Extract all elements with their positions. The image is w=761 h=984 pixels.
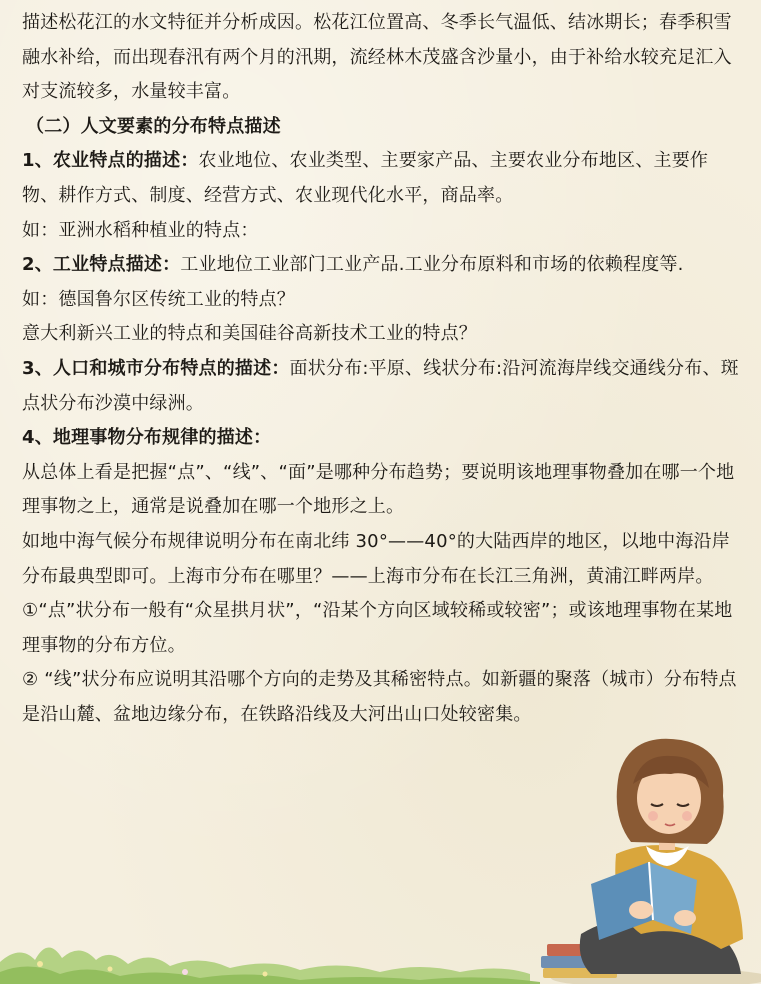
item-industry-title: 2、工业特点描述： xyxy=(22,254,181,276)
paragraph-songhua-river: 描述松花江的水文特征并分析成因。松花江位置高、冬季长气温低、结冰期长；春季积雪融水补给，而出现春汛有两个月的汛期，流经林木茂盛含沙量小，由于补给水较充足汇入对支流较多，水量较丰富。 xyxy=(22,12,732,103)
item-industry-example-2: 意大利新兴工业的特点和美国硅谷高新技术工业的特点？ xyxy=(22,323,477,345)
section-title-human-factors: （二）人文要素的分布特点描述 xyxy=(26,115,281,137)
item-industry-example-1: 如：德国鲁尔区传统工业的特点？ xyxy=(22,288,295,310)
item-distribution-paragraph-4: ② “线”状分布应说明其沿哪个方向的走势及其稀密特点。如新疆的聚落（城市）分布特点是沿山麓、盆地边缘分布，在铁路沿线及大河出山口处较密集。 xyxy=(22,669,737,725)
document-text xyxy=(22,6,744,732)
item-population xyxy=(22,352,744,421)
item-distribution-title: 4、地理事物分布规律的描述： xyxy=(22,427,272,449)
item-distribution-paragraph-1: 从总体上看是把握“点”、“线”、“面”是哪种分布趋势；要说明该地理事物叠加在哪一个地理事物之上，通常是说叠加在哪一个地形之上。 xyxy=(22,461,735,518)
item-agriculture xyxy=(22,144,744,213)
item-population-text: 面状分布:平原、线状分布:沿河流海岸线交通线分布、斑点状分布沙漠中绿洲。 xyxy=(22,357,739,414)
item-distribution-paragraph-3: ①“点”状分布一般有“众星拱月状”，“沿某个方向区域较稀或较密”；或该地理事物在某地理事物的分布方位。 xyxy=(22,600,733,656)
item-industry-text: 工业地位工业部门工业产品.工业分布原料和市场的依赖程度等. xyxy=(180,254,684,276)
item-agriculture-text: 农业地位、农业类型、主要家产品、主要农业分布地区、主要作物、耕作方式、制度、经营方式、农业现代化水平，商品率。 xyxy=(22,150,709,206)
girl-reading-book-illustration xyxy=(521,734,761,984)
item-agriculture-title: 1、农业特点的描述： xyxy=(22,150,199,172)
item-distribution-paragraph-2: 如地中海气候分布规律说明分布在南北纬 30°——40°的大陆西岸的地区，以地中海沿岸分布最典型即可。上海市分布在哪里？——上海市分布在长江三角洲，黄浦江畔两岸。 xyxy=(22,530,730,587)
item-agriculture-example: 如：亚洲水稻种植业的特点： xyxy=(22,219,259,241)
item-industry xyxy=(22,248,744,283)
item-population-title: 3、人口和城市分布特点的描述： xyxy=(22,357,290,379)
